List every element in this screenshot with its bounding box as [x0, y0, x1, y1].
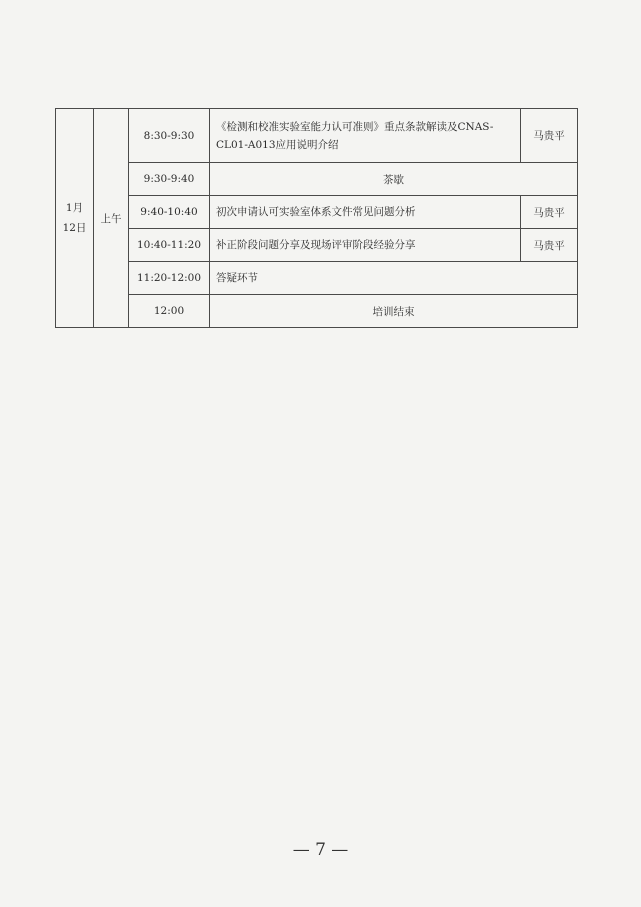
- speaker-cell: 马贵平: [521, 229, 578, 262]
- schedule-row: [56, 262, 578, 295]
- topic-cell: 《检测和校准实验室能力认可准则》重点条款解读及CNAS-CL01-A013应用说明介绍: [210, 109, 521, 163]
- time-cell: 8:30-9:30: [129, 109, 210, 163]
- time-cell: 11:20-12:00: [129, 262, 210, 295]
- time-cell: 12:00: [129, 295, 210, 328]
- time-cell: 9:30-9:40: [129, 163, 210, 196]
- schedule-row: [56, 163, 578, 196]
- schedule-row: [56, 109, 578, 163]
- speaker-cell: 马贵平: [521, 109, 578, 163]
- schedule-row: [56, 196, 578, 229]
- date-cell: 1月 12日: [56, 109, 94, 328]
- time-cell: 9:40-10:40: [129, 196, 210, 229]
- time-cell: 10:40-11:20: [129, 229, 210, 262]
- page-number: — 7 —: [292, 840, 349, 860]
- break-cell: 茶歇: [210, 163, 578, 196]
- period-cell: 上午: [94, 109, 129, 328]
- training-schedule-table: [55, 108, 578, 328]
- speaker-cell: 马贵平: [521, 196, 578, 229]
- topic-cell: 补正阶段问题分享及现场评审阶段经验分享: [210, 229, 521, 262]
- end-cell: 培训结束: [210, 295, 578, 328]
- schedule-row: [56, 295, 578, 328]
- topic-cell: 答疑环节: [210, 262, 578, 295]
- topic-cell: 初次申请认可实验室体系文件常见问题分析: [210, 196, 521, 229]
- schedule-row: [56, 229, 578, 262]
